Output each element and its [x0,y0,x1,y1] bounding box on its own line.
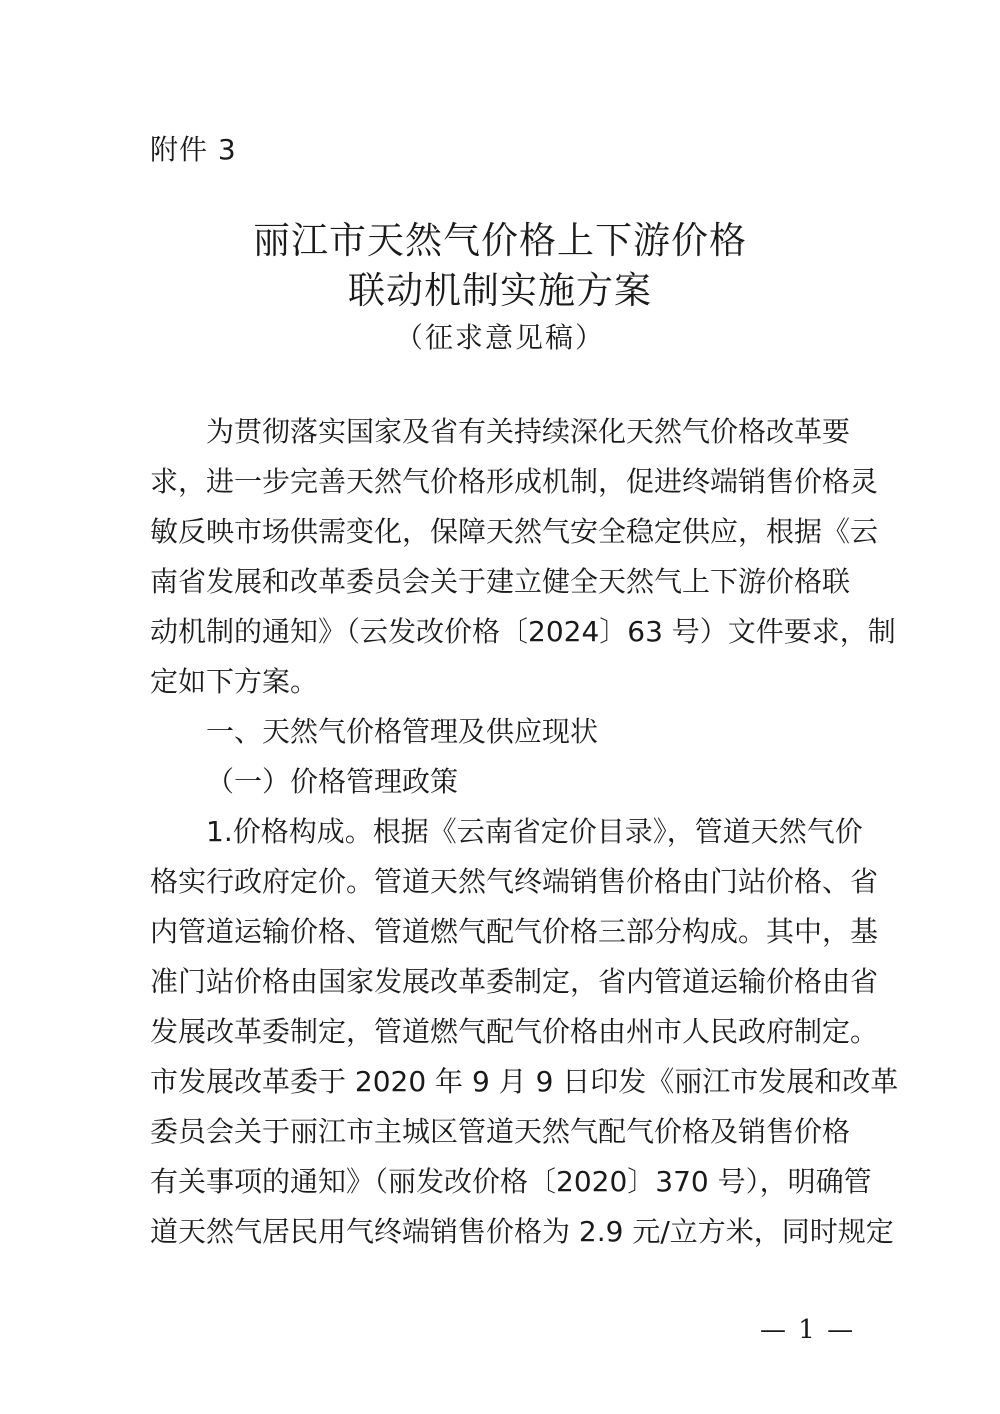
paragraph-1-line: 为贯彻落实国家及省有关持续深化天然气价格改革要 [206,415,851,448]
paragraph-2-line: 委员会关于丽江市主城区管道天然气配气价格及销售价格 [150,1115,851,1148]
document-title-line-1: 丽江市天然气价格上下游价格 [253,219,747,262]
paragraph-2-line: 道天然气居民用气终端销售价格为 2.9 元/立方米，同时规定 [150,1215,894,1248]
paragraph-2-line: 市发展改革委于 2020 年 9 月 9 日印发《丽江市发展和改革 [150,1065,899,1098]
document-subtitle: （征求意见稿） [394,321,605,354]
paragraph-1-line: 定如下方案。 [150,665,319,698]
page-number: — 1 — [760,1315,856,1345]
attachment-label: 附件 3 [150,133,237,166]
paragraph-1-line: 敏反映市场供需变化，保障天然气安全稳定供应，根据《云 [150,515,879,548]
paragraph-2-line: 有关事项的通知》（丽发改价格〔2020〕370 号），明确管 [150,1165,872,1198]
paragraph-2-line: 准门站价格由国家发展改革委制定，省内管道运输价格由省 [150,965,879,998]
paragraph-2-line: 发展改革委制定，管道燃气配气价格由州市人民政府制定。 [150,1015,879,1048]
document-title-line-2: 联动机制实施方案 [348,269,652,312]
paragraph-2-line: 1.价格构成。根据《云南省定价目录》，管道天然气价 [206,815,863,848]
paragraph-2-line: 格实行政府定价。管道天然气终端销售价格由门站价格、省 [150,865,879,898]
paragraph-2-line: 内管道运输价格、管道燃气配气价格三部分构成。其中，基 [150,915,879,948]
subsection-1-heading: （一）价格管理政策 [206,765,459,798]
paragraph-1-line: 动机制的通知》（云发改价格〔2024〕63 号）文件要求，制 [150,615,896,648]
section-1-heading: 一、天然气价格管理及供应现状 [206,715,599,748]
paragraph-1-line: 求，进一步完善天然气价格形成机制，促进终端销售价格灵 [150,465,879,498]
paragraph-1-line: 南省发展和改革委员会关于建立健全天然气上下游价格联 [150,565,851,598]
